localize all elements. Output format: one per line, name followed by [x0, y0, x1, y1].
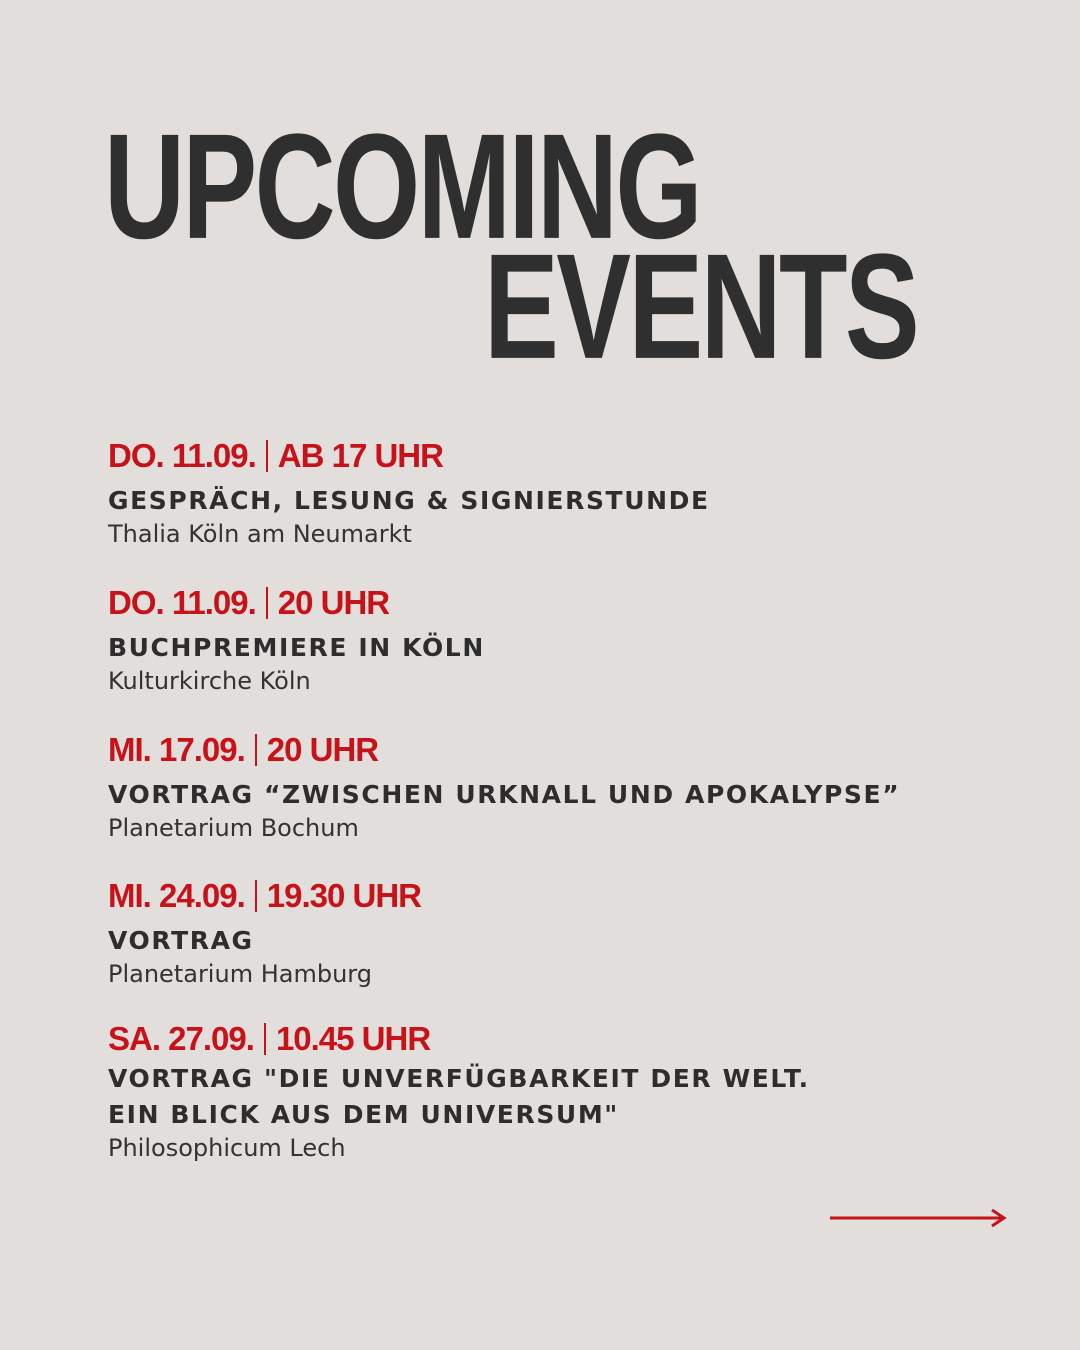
- event-item: [108, 730, 1008, 843]
- event-date-line: [108, 876, 1008, 916]
- event-time: 10.45 UHR: [275, 1020, 431, 1057]
- headline-events: EVENTS: [484, 223, 918, 391]
- event-venue: Planetarium Bochum: [108, 814, 359, 842]
- event-venue: Thalia Köln am Neumarkt: [108, 520, 412, 548]
- event-time: 19.30 UHR: [266, 877, 421, 914]
- event-item: [108, 436, 1008, 549]
- event-title: VORTRAG "DIE UNVERFÜGBARKEIT DER WELT.: [108, 1064, 810, 1093]
- separator: [255, 734, 257, 766]
- event-date-line: [108, 436, 1008, 476]
- event-title: VORTRAG “ZWISCHEN URKNALL UND APOKALYPSE”: [108, 780, 901, 809]
- separator: [264, 1023, 266, 1055]
- separator: [255, 880, 257, 912]
- event-title-line2: EIN BLICK AUS DEM UNIVERSUM": [108, 1100, 619, 1129]
- headline-upcoming: UPCOMING: [104, 103, 700, 271]
- event-date: SA. 27.09.: [108, 1020, 254, 1057]
- event-time: 20 UHR: [277, 584, 390, 621]
- event-title: GESPRÄCH, LESUNG & SIGNIERSTUNDE: [108, 486, 710, 515]
- event-item: [108, 1019, 1008, 1163]
- event-date-line: [108, 730, 1008, 770]
- event-venue: Philosophicum Lech: [108, 1134, 346, 1162]
- event-time: 20 UHR: [266, 731, 379, 768]
- separator: [266, 440, 268, 472]
- separator: [266, 587, 268, 619]
- event-title: VORTRAG: [108, 926, 254, 955]
- event-date-line: [108, 1019, 1008, 1059]
- event-venue: Planetarium Hamburg: [108, 960, 372, 988]
- event-item: [108, 876, 1008, 989]
- event-date-line: [108, 583, 1008, 623]
- event-date: MI. 17.09.: [108, 731, 245, 768]
- event-title: BUCHPREMIERE IN KÖLN: [108, 633, 485, 662]
- event-date: MI. 24.09.: [108, 877, 245, 914]
- event-item: [108, 583, 1008, 696]
- event-venue: Kulturkirche Köln: [108, 667, 311, 695]
- arrow-right-icon[interactable]: [830, 1206, 1008, 1230]
- event-time: AB 17 UHR: [277, 437, 443, 474]
- event-date: DO. 11.09.: [108, 584, 256, 621]
- event-date: DO. 11.09.: [108, 437, 256, 474]
